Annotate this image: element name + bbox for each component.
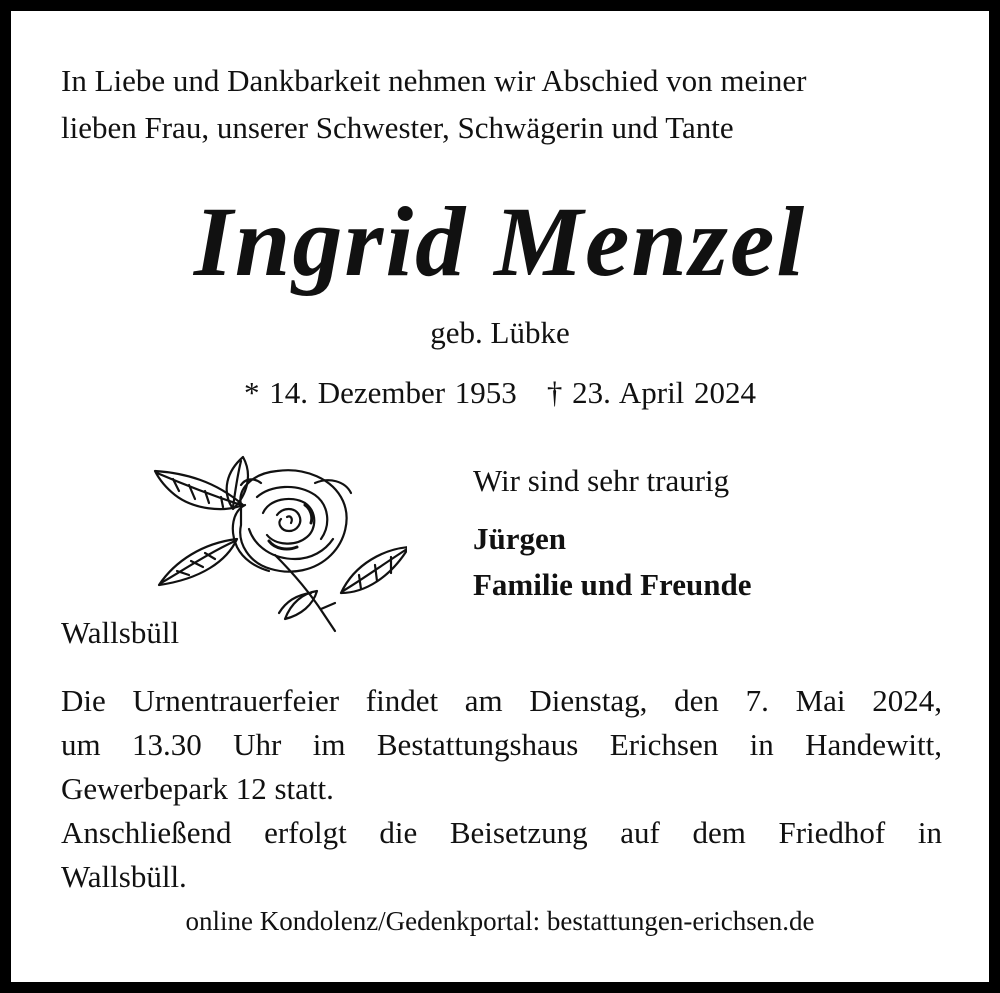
ceremony-line: Wallsbüll. — [61, 859, 187, 894]
ceremony-text — [61, 683, 942, 903]
intro-text — [61, 63, 807, 157]
maiden-name: geb. Lübke — [430, 315, 570, 350]
birth-date: * 14. Dezember 1953 — [243, 375, 517, 410]
mourner-name: Familie und Freunde — [473, 567, 752, 602]
place-name: Wallsbüll — [61, 615, 180, 650]
ceremony-line: Anschließend erfolgt die Beisetzung auf dem Friedhof in — [61, 815, 942, 850]
intro-line-2: lieben Frau, unserer Schwester, Schwägerin und Tante — [61, 110, 734, 145]
condolence-portal-text: online Kondolenz/Gedenkportal: bestattungen-erichsen.de — [185, 906, 815, 936]
ceremony-line: Die Urnentrauerfeier findet am Dienstag, den 7. Mai 2024, — [61, 683, 942, 718]
death-date: † 23. April 2024 — [546, 375, 757, 410]
intro-line-1: In Liebe und Dankbarkeit nehmen wir Abschied von meiner — [61, 63, 807, 98]
ceremony-line: Gewerbepark 12 statt. — [61, 771, 334, 806]
mourner-name: Jürgen — [473, 521, 566, 556]
life-dates — [11, 375, 989, 411]
ceremony-line: um 13.30 Uhr im Bestattungshaus Erichsen in Handewitt, — [61, 727, 942, 762]
rose-icon — [145, 443, 407, 633]
mourner-statement: Wir sind sehr traurig — [473, 463, 730, 498]
deceased-name: Ingrid Menzel — [193, 186, 807, 297]
